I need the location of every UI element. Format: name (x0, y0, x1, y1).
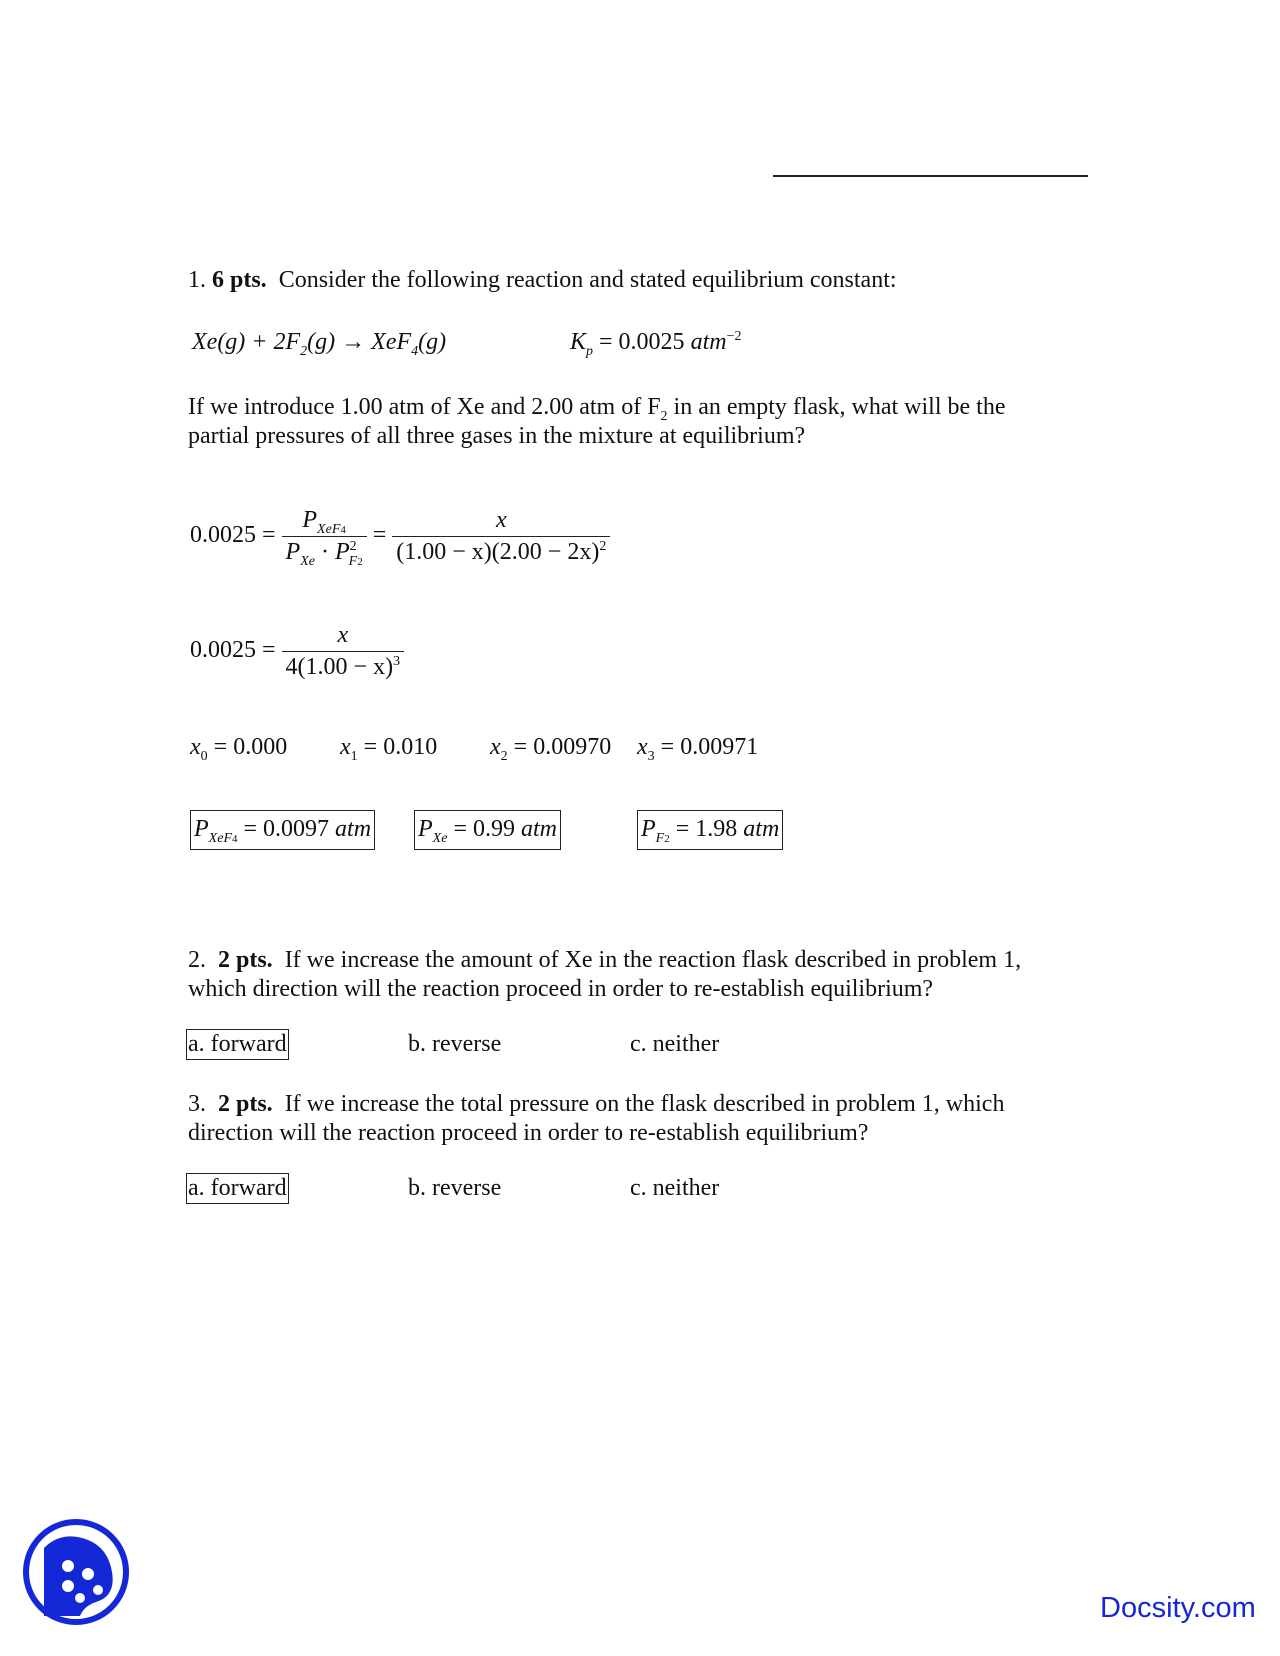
q2-option-b[interactable]: b. reverse (408, 1031, 502, 1057)
eq2-fraction: $\frac{x}{4(1.00 - x)^3}$ (282, 622, 405, 681)
answer-p-xe: $P_{Xe} = 0.99$ atm (414, 810, 561, 850)
q2-line1: 2. 2 pts. If we increase the amount of Xe in the reaction flask described in problem 1, (188, 947, 1022, 973)
iteration-x3: $x_3 = 0.00971$ (637, 734, 759, 764)
q2-option-a[interactable]: a. forward (186, 1029, 289, 1060)
q3-line2: direction will the reaction proceed in order to re-establish equilibrium? (188, 1120, 869, 1146)
q3-option-b[interactable]: b. reverse (408, 1175, 502, 1201)
eq1-fraction-partial-pressures: $\frac{P_{XeF4}}{P_{Xe} \cdot P^2_{F2}}$ (282, 507, 367, 566)
q2-option-c[interactable]: c. neither (630, 1031, 720, 1057)
q1-reaction: $Xe(g) + 2F_2(g) \to XeF_4(g)$ (192, 329, 447, 359)
q3-option-a[interactable]: a. forward (186, 1173, 289, 1204)
iteration-x1: $x_1 = 0.010$ (340, 734, 438, 764)
iteration-x0: $x_0 = 0.000$ (190, 734, 288, 764)
q2-line2: which direction will the reaction proceed in order to re-establish equilibrium? (188, 976, 934, 1002)
q3-line1: 3. 2 pts. If we increase the total pressure on the flask described in problem 1, which (188, 1091, 1005, 1117)
docsity-brand-link[interactable]: Docsity.com (1100, 1592, 1256, 1624)
q1-prompt: 1. 6 pts. Consider the following reaction and stated equilibrium constant: (188, 267, 897, 293)
answer-p-xef4: $P_{XeF4} = 0.0097$ atm (190, 810, 375, 850)
answer-p-f2: $P_{F2} = 1.98$ atm (637, 810, 783, 850)
q1-equation-1: 0.0025 = $\frac{P_{XeF4}}{P_{Xe} \cdot P^2_{F2}}$ = $\frac{x}{(1.00 - x)(2.00 - 2x)^2}$ (190, 507, 610, 566)
eq1-fraction-x: $\frac{x}{(1.00 - x)(2.00 - 2x)^2}$ (392, 507, 610, 566)
docsity-logo-icon (22, 1518, 130, 1626)
q3-option-c[interactable]: c. neither (630, 1175, 720, 1201)
iteration-x2: $x_2 = 0.00970$ (490, 734, 612, 764)
name-blank-line (773, 175, 1088, 177)
q1-kp: $K_p = 0.0025$ atm$^{-2}$ (570, 329, 742, 359)
q1-question-line2: partial pressures of all three gases in the mixture at equilibrium? (188, 423, 806, 449)
q1-question-line1: If we introduce 1.00 atm of Xe and 2.00 atm of $F_2$ in an empty flask, what will be the (188, 394, 1006, 424)
q1-equation-2: 0.0025 = $\frac{x}{4(1.00 - x)^3}$ (190, 622, 404, 681)
